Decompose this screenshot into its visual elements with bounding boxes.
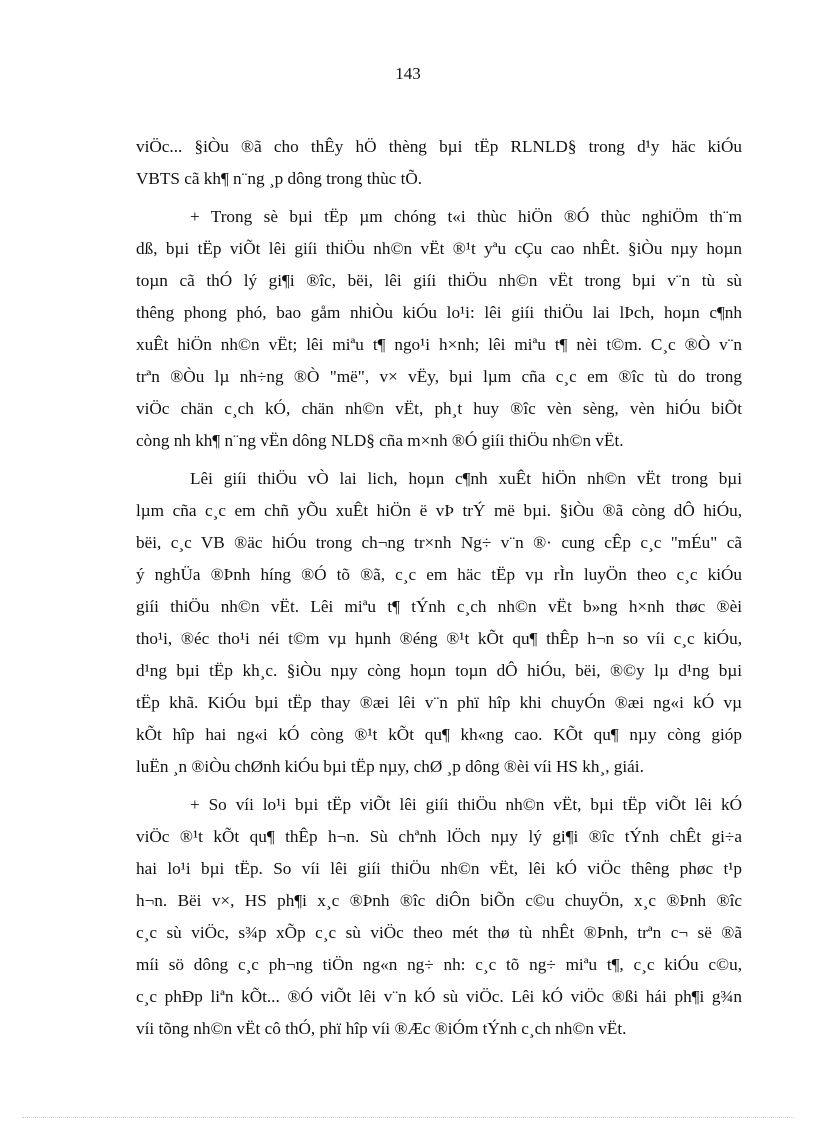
paragraph-3 [136,463,742,783]
text-line: còng nh kh¶ n¨ng vËn dông NLD§ cña m×nh ®Ó giíi thiÖu nh©n vËt. [136,431,624,450]
text-line: bëi, c¸c VB ®äc hiÓu trong ch¬ng tr×nh Ng÷ v¨n ®· cung cÊp c¸c "mÉu" cã [136,533,742,552]
text-line: kÕt hîp hai ng«i kÓ còng ®¹t kÕt qu¶ kh«ng cao. KÕt qu¶ nµy còng gióp [136,725,742,744]
text-line: dß, bµi tËp viÕt lêi giíi thiÖu nh©n vËt ®¹t yªu cÇu cao nhÊt. §iÒu nµy hoµn [136,239,742,258]
paragraph-2 [136,201,742,457]
text-line: toµn cã thÓ lý gi¶i ®îc, bëi, lêi giíi thiÖu nh©n vËt trong bµi v¨n tù sù [136,271,742,290]
text-line: thêng phong phó, bao gåm nhiÒu kiÓu lo¹i: lêi giíi thiÖu lai lÞch, hoµn c¶nh [136,303,742,322]
document-body [136,131,742,1045]
text-line: Lêi giíi thiÖu vÒ lai lich, hoµn c¶nh xuÊt hiÖn nh©n vËt trong bµi [190,469,742,488]
text-line: + Trong sè bµi tËp µm chóng t«i thùc hiÖn ®Ó thùc nghiÖm th¨m [190,207,742,226]
text-line: ý nghÜa ®Þnh híng ®Ó tõ ®ã, c¸c em häc tËp vµ rÌn luyÖn theo c¸c kiÓu [136,565,742,584]
text-line: tho¹i, ®éc tho¹i néi t©m vµ hµnh ®éng ®¹t kÕt qu¶ thÊp h¬n so víi c¸c kiÓu, [136,629,742,648]
page-bottom-divider [22,1117,794,1118]
text-line: d¹ng bµi tËp kh¸c. §iÒu nµy còng hoµn toµn dÔ hiÓu, bëi, ®©y lµ d¹ng bµi [136,661,742,680]
text-line: c¸c phÐp liªn kÕt... ®Ó viÕt lêi v¨n kÓ sù viÖc. Lêi kÓ viÖc ®ßi hái ph¶i g¾n [136,987,742,1006]
text-line: viÖc ®¹t kÕt qu¶ thÊp h¬n. Sù chªnh lÖch nµy lý gi¶i ®îc tÝnh chÊt gi÷a [136,827,742,846]
text-line: hai lo¹i bµi tËp. So víi lêi giíi thiÖu nh©n vËt, lêi kÓ viÖc thêng phøc t¹p [136,859,742,878]
text-line: giíi thiÖu nh©n vËt. Lêi miªu t¶ tÝnh c¸ch nh©n vËt b»ng h×nh thøc ®èi [136,597,742,616]
text-line: h¬n. Bëi v×, HS ph¶i x¸c ®Þnh ®îc diÔn biÕn c©u chuyÖn, x¸c ®Þnh ®îc [136,891,742,910]
text-line: trªn ®Òu lµ nh÷ng ®Ò "më", v× vËy, bµi lµm cña c¸c em ®îc tù do trong [136,367,742,386]
text-line: viÖc... §iÒu ®ã cho thÊy hÖ thèng bµi tËp RLNLD§ trong d¹y häc kiÓu [136,137,742,156]
text-line: víi tõng nh©n vËt cô thÓ, phï hîp víi ®Æc ®iÓm tÝnh c¸ch nh©n vËt. [136,1019,627,1038]
page-number: 143 [395,64,421,83]
paragraph-1 [136,131,742,195]
text-line: + So víi lo¹i bµi tËp viÕt lêi giíi thiÖu nh©n vËt, bµi tËp viÕt lêi kÓ [190,795,742,814]
text-line: míi sö dông c¸c ph¬ng tiÖn ng«n ng÷ nh: c¸c tõ ng÷ miªu t¶, c¸c kiÓu c©u, [136,955,742,974]
text-line: tËp khã. KiÓu bµi tËp thay ®æi lêi v¨n phï hîp khi chuyÓn ®æi ng«i kÓ vµ [136,693,742,712]
text-line: c¸c sù viÖc, s¾p xÕp c¸c sù viÖc theo mét thø tù nhÊt ®Þnh, trªn c¬ së ®ã [136,923,742,942]
text-line: luËn ¸n ®iÒu chØnh kiÓu bµi tËp nµy, chØ ¸p dông ®èi víi HS kh¸, giái. [136,757,644,776]
text-line: viÖc chän c¸ch kÓ, chän nh©n vËt, ph¸t huy ®îc vèn sèng, vèn hiÓu biÕt [136,399,742,418]
paragraph-4 [136,789,742,1045]
text-line: VBTS cã kh¶ n¨ng ¸p dông trong thùc tÕ. [136,169,423,188]
text-line: xuÊt hiÖn nh©n vËt; lêi miªu t¶ ngo¹i h×nh; lêi miªu t¶ nèi t©m. C¸c ®Ò v¨n [136,335,742,354]
text-line: lµm cña c¸c em chñ yÕu xuÊt hiÖn ë vÞ trÝ më bµi. §iÒu ®ã còng dÔ hiÓu, [136,501,742,520]
